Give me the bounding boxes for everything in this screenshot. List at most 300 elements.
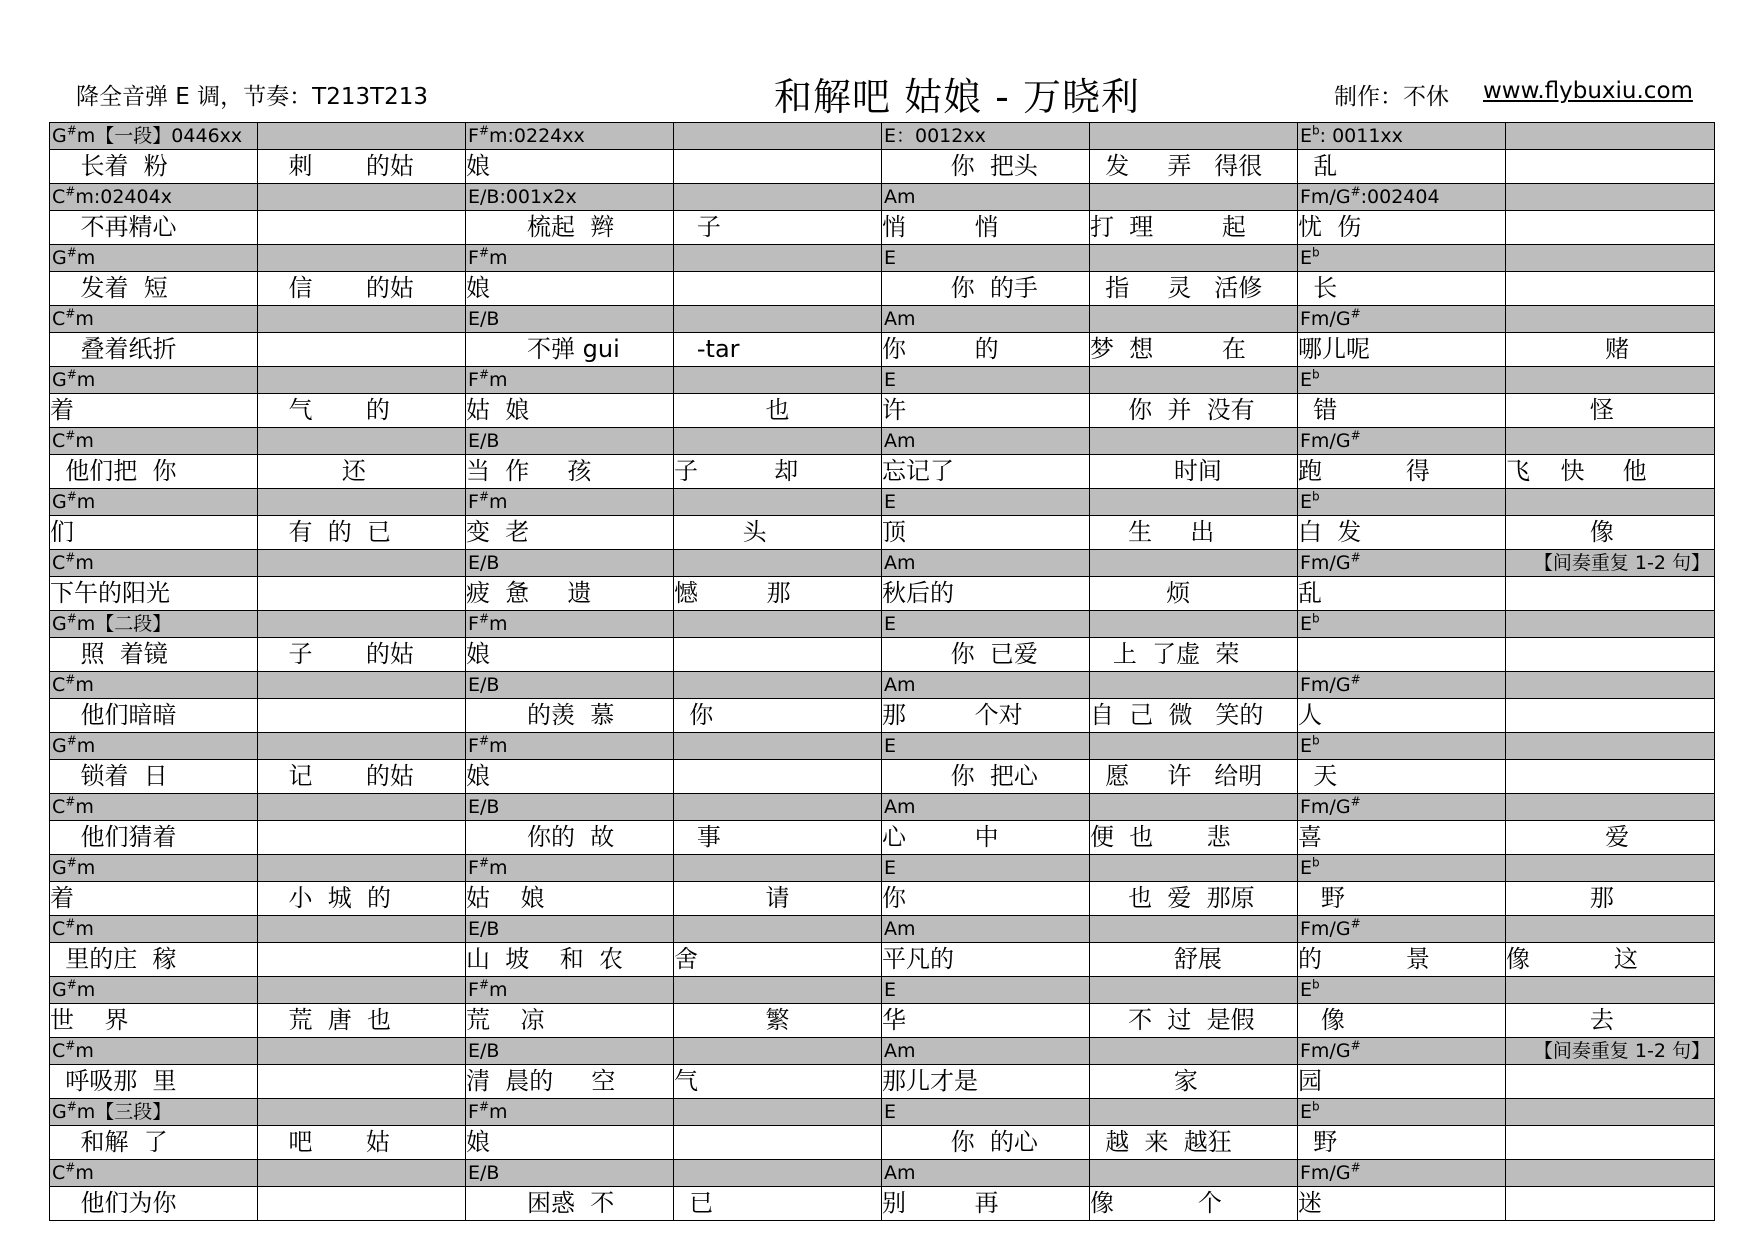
chord-row (50, 1099, 1715, 1126)
lyric-text: -tar (674, 335, 740, 363)
lyric-cell (1298, 1004, 1506, 1038)
chord-detail: m (75, 308, 94, 330)
lyric-cell (674, 577, 882, 611)
lyric-cell (258, 1065, 466, 1099)
accidental-mark: # (65, 916, 76, 931)
chord-cell (50, 428, 258, 455)
chord-cell (882, 977, 1090, 1004)
lyric-text: 他们把 你 (50, 457, 177, 485)
chord-name: E (1300, 613, 1313, 635)
lyric-text: 乱 (1298, 579, 1322, 607)
lyric-text: 指 灵 活修 (1090, 274, 1263, 302)
lyric-text: 你 的手 (882, 274, 1038, 302)
chord-row (50, 1038, 1715, 1065)
chord-name: Am (884, 1162, 916, 1184)
lyric-text: 娘 (466, 640, 490, 668)
lyric-cell (882, 1004, 1090, 1038)
chord-cell (466, 855, 674, 882)
accidental-mark: b (1312, 977, 1320, 992)
chord-cell (50, 123, 258, 150)
lyric-cell (50, 150, 258, 184)
lyric-text: 那 个对 (882, 701, 1023, 729)
lyric-cell (50, 1126, 258, 1160)
chord-name: E (884, 491, 897, 513)
chord-cell (466, 733, 674, 760)
accidental-mark: # (1350, 550, 1361, 565)
lyric-text: 娘 (466, 762, 490, 790)
lyric-cell (1506, 943, 1715, 977)
chord-cell (258, 1160, 466, 1187)
accidental-mark: # (65, 184, 76, 199)
chord-name: Am (884, 552, 916, 574)
lyric-cell (1298, 1065, 1506, 1099)
lyric-text: 烦 (1090, 579, 1191, 607)
website-link[interactable]: www.flybuxiu.com (1483, 78, 1693, 104)
chord-name: E (1300, 735, 1313, 757)
lyric-row (50, 1187, 1715, 1221)
lyric-cell (1298, 455, 1506, 489)
chord-cell (1298, 794, 1506, 821)
lyric-row (50, 760, 1715, 794)
chord-cell (1506, 184, 1715, 211)
lyric-cell (258, 943, 466, 977)
chord-cell (50, 184, 258, 211)
lyric-cell (50, 882, 258, 916)
lyric-text: 困惑 不 (466, 1189, 615, 1217)
chord-cell (466, 1038, 674, 1065)
chord-name: E (884, 613, 897, 635)
interlude-note: 【间奏重复 1-2 句】 (1533, 552, 1710, 574)
chord-row (50, 1160, 1715, 1187)
lyric-cell (258, 1004, 466, 1038)
lyric-row (50, 577, 1715, 611)
lyric-text: 梦 想 在 (1090, 335, 1246, 363)
chord-detail: m (75, 552, 94, 574)
lyric-cell (258, 1126, 466, 1160)
lyric-text: 锁着 日 (50, 762, 168, 790)
lyric-text: 赌 (1506, 335, 1630, 363)
chord-row (50, 672, 1715, 699)
chord-name: Fm/G (1300, 918, 1351, 940)
chord-detail: m (75, 1162, 94, 1184)
chord-detail: m (489, 613, 508, 635)
chord-cell (466, 489, 674, 516)
lyric-text: 打 理 起 (1090, 213, 1246, 241)
lyric-row (50, 821, 1715, 855)
accidental-mark: # (478, 1099, 489, 1114)
chord-detail: m:0224xx (489, 125, 585, 147)
lyric-row (50, 516, 1715, 550)
chord-cell (882, 245, 1090, 272)
lyric-cell (466, 760, 674, 794)
lyric-cell (882, 1187, 1090, 1221)
lyric-text: 舍 (674, 945, 698, 973)
chord-cell (50, 1099, 258, 1126)
chord-detail: m (75, 918, 94, 940)
lyric-cell (882, 1065, 1090, 1099)
lyric-text: 野 (1298, 1128, 1338, 1156)
chord-name: E (1300, 857, 1313, 879)
lyric-cell (674, 272, 882, 306)
chord-cell (1298, 916, 1506, 943)
lyric-text: 人 (1298, 701, 1322, 729)
chord-cell (466, 1160, 674, 1187)
chord-cell (674, 611, 882, 638)
chord-cell (1090, 1099, 1298, 1126)
lyric-cell (882, 394, 1090, 428)
chord-cell (1090, 1038, 1298, 1065)
song-title: 和解吧 姑娘 - 万晓利 (774, 75, 1140, 119)
lyric-cell (1506, 1126, 1715, 1160)
lyric-text: 里的庄 稼 (50, 945, 177, 973)
chord-name: E (884, 979, 897, 1001)
lyric-row (50, 455, 1715, 489)
chord-name: F (468, 1101, 479, 1123)
lyric-text: 头 (674, 518, 767, 546)
chord-name: F (468, 125, 479, 147)
chord-name: F (468, 369, 479, 391)
accidental-mark: # (478, 245, 489, 260)
chord-name: E (1300, 1101, 1313, 1123)
chord-name: Am (884, 308, 916, 330)
lyric-cell (50, 943, 258, 977)
chord-detail: m (76, 491, 96, 513)
lyric-text: 你 并 没有 (1090, 396, 1255, 424)
lyric-text: 还 (258, 457, 366, 485)
lyric-text: 许 (882, 396, 906, 424)
chord-cell (882, 550, 1090, 577)
chord-cell (466, 184, 674, 211)
lyric-cell (1090, 1004, 1298, 1038)
lyric-text: 忧 伤 (1298, 213, 1362, 241)
chord-cell (1090, 306, 1298, 333)
accidental-mark: b (1312, 245, 1320, 260)
lyric-text: 愿 许 给明 (1090, 762, 1263, 790)
chord-cell (1506, 794, 1715, 821)
chord-name: G (52, 1101, 67, 1123)
chord-cell (466, 550, 674, 577)
accidental-mark: # (1350, 916, 1361, 931)
lyric-text: 你 (674, 701, 714, 729)
lyric-cell (674, 455, 882, 489)
accidental-mark: b (1312, 1099, 1320, 1114)
chord-name: Am (884, 186, 916, 208)
chord-cell (674, 245, 882, 272)
lyric-cell (466, 882, 674, 916)
lyric-text: 那儿才是 (882, 1067, 978, 1095)
lyric-cell (1506, 760, 1715, 794)
chord-cell (1090, 123, 1298, 150)
lyric-cell (882, 1126, 1090, 1160)
lyric-cell (1090, 150, 1298, 184)
lyric-cell (1090, 943, 1298, 977)
lyric-cell (1298, 150, 1506, 184)
accidental-mark: # (1350, 1160, 1361, 1175)
lyric-cell (258, 272, 466, 306)
chord-cell (674, 733, 882, 760)
lyric-text: 迷 (1298, 1189, 1322, 1217)
chord-name: E/B (468, 674, 500, 696)
chord-cell (674, 1038, 882, 1065)
lyric-text: 你 的 (882, 335, 999, 363)
lyric-cell (1298, 333, 1506, 367)
lyric-text: 也 爱 那原 (1090, 884, 1255, 912)
lyric-cell (1090, 1187, 1298, 1221)
lyric-text: 繁 (674, 1006, 790, 1034)
lyric-cell (1298, 516, 1506, 550)
chord-cell (1090, 916, 1298, 943)
lyric-cell (882, 516, 1090, 550)
chord-cell (1298, 855, 1506, 882)
lyric-text: 心 中 (882, 823, 999, 851)
lyric-cell (50, 760, 258, 794)
chord-cell (1090, 245, 1298, 272)
lyric-cell (466, 943, 674, 977)
lyric-text: 怪 (1506, 396, 1614, 424)
chord-cell (882, 733, 1090, 760)
chord-cell (1298, 428, 1506, 455)
chord-name: E/B (468, 552, 500, 574)
lyric-cell (50, 516, 258, 550)
chord-cell (258, 1038, 466, 1065)
chord-name: E：0012xx (884, 125, 986, 147)
chord-cell (882, 611, 1090, 638)
lyric-cell (1506, 333, 1715, 367)
lyric-text: 不 过 是假 (1090, 1006, 1255, 1034)
chord-cell (674, 1160, 882, 1187)
lyric-cell (1298, 821, 1506, 855)
lyric-text: 小 城 的 (258, 884, 392, 912)
lyric-cell (1298, 1187, 1506, 1221)
chord-cell (1298, 1038, 1506, 1065)
chord-cell (1298, 550, 1506, 577)
lyric-row (50, 394, 1715, 428)
accidental-mark: b (1312, 733, 1320, 748)
lyric-text: 娘 (466, 1128, 490, 1156)
chord-row (50, 306, 1715, 333)
lyric-text: 乱 (1298, 152, 1338, 180)
lyric-cell (674, 1187, 882, 1221)
interlude-note: 【间奏重复 1-2 句】 (1533, 1040, 1710, 1062)
chord-cell (1506, 245, 1715, 272)
lyric-text: 不再精心 (50, 213, 177, 241)
chord-name: Am (884, 918, 916, 940)
chord-name: G (52, 125, 67, 147)
key-rhythm-info: 降全音弹 E 调，节奏：T213T213 (76, 84, 429, 110)
accidental-mark: # (66, 977, 77, 992)
chord-cell (466, 977, 674, 1004)
lyric-cell (50, 394, 258, 428)
lyric-cell (50, 699, 258, 733)
chord-detail: m (75, 796, 94, 818)
chord-name: E (1300, 369, 1313, 391)
lyric-cell (882, 272, 1090, 306)
chord-name: C (52, 1040, 66, 1062)
chord-cell (882, 367, 1090, 394)
chord-detail: m (76, 979, 96, 1001)
lyric-cell (1090, 516, 1298, 550)
lyric-text: 照 着镜 (50, 640, 168, 668)
chord-detail: m (489, 979, 508, 1001)
accidental-mark: # (66, 489, 77, 504)
lyric-cell (674, 211, 882, 245)
lyric-cell (882, 882, 1090, 916)
chord-cell (50, 672, 258, 699)
lyric-text: 子 却 (674, 457, 799, 485)
lyric-cell (1090, 760, 1298, 794)
lyric-cell (1298, 699, 1506, 733)
lyric-cell (1090, 882, 1298, 916)
lyric-text: 已 (674, 1189, 714, 1217)
chord-name: C (52, 796, 66, 818)
lyric-text: 顶 (882, 518, 906, 546)
accidental-mark: b (1312, 611, 1320, 626)
chord-cell (1506, 1038, 1715, 1065)
lyric-text: 信 的姑 (258, 274, 414, 302)
lyric-text: 气 (674, 1067, 698, 1095)
chord-name: E/B (468, 918, 500, 940)
lyric-cell (882, 699, 1090, 733)
lyric-cell (674, 821, 882, 855)
chord-detail: :002404 (1360, 186, 1440, 208)
lyric-text: 舒展 (1090, 945, 1222, 973)
lyric-cell (1090, 272, 1298, 306)
lyric-cell (1090, 821, 1298, 855)
chord-detail: m (489, 735, 508, 757)
chord-cell (1506, 672, 1715, 699)
chord-cell (258, 794, 466, 821)
lyric-text: 你 已爱 (882, 640, 1038, 668)
lyric-cell (1298, 882, 1506, 916)
lyric-cell (1506, 882, 1715, 916)
chord-cell (1090, 794, 1298, 821)
chord-name: F (468, 613, 479, 635)
lyric-text: 跑 得 (1298, 457, 1430, 485)
chord-cell (258, 733, 466, 760)
lyric-text: 你 把心 (882, 762, 1038, 790)
chord-cell (50, 794, 258, 821)
lyric-text: 野 (1298, 884, 1345, 912)
chord-row (50, 367, 1715, 394)
chord-cell (1506, 733, 1715, 760)
chord-cell (1506, 1099, 1715, 1126)
lyric-text: 你 的心 (882, 1128, 1038, 1156)
chord-cell (882, 855, 1090, 882)
chord-cell (1090, 611, 1298, 638)
accidental-mark: # (66, 367, 77, 382)
chord-name: E/B (468, 308, 500, 330)
chord-name: E (884, 735, 897, 757)
chord-cell (1298, 306, 1506, 333)
accidental-mark: # (1350, 672, 1361, 687)
lyric-text: 你 把头 (882, 152, 1038, 180)
lyric-text: 长着 粉 (50, 152, 168, 180)
chord-cell (1298, 489, 1506, 516)
chord-cell (258, 916, 466, 943)
chord-name: E/B (468, 796, 500, 818)
lyric-text: 的 景 (1298, 945, 1430, 973)
lyric-text: 那 (1506, 884, 1614, 912)
lyric-cell (258, 882, 466, 916)
accidental-mark: # (1350, 428, 1361, 443)
chord-row (50, 733, 1715, 760)
chord-name: G (52, 247, 67, 269)
chord-cell (258, 184, 466, 211)
lyric-cell (258, 760, 466, 794)
lyric-text: 叠着纸折 (50, 335, 177, 363)
lyric-text: 上 了虚 荣 (1090, 640, 1240, 668)
chord-cell (674, 184, 882, 211)
lyric-cell (1090, 455, 1298, 489)
chord-cell (882, 123, 1090, 150)
chord-row (50, 855, 1715, 882)
lyric-text: 便 也 悲 (1090, 823, 1231, 851)
chord-cell (1506, 306, 1715, 333)
chord-cell (674, 123, 882, 150)
lyric-cell (466, 1004, 674, 1038)
lyric-text: 呼吸那 里 (50, 1067, 177, 1095)
lyric-cell (466, 577, 674, 611)
chord-cell (882, 306, 1090, 333)
chord-name: F (468, 857, 479, 879)
lyric-text: 华 (882, 1006, 906, 1034)
lyric-text: 像 (1506, 518, 1614, 546)
chord-cell (1506, 916, 1715, 943)
lyric-cell (674, 699, 882, 733)
lyric-text: 和解 了 (50, 1128, 168, 1156)
chord-cell (258, 550, 466, 577)
chord-name: C (52, 1162, 66, 1184)
lyric-text: 喜 (1298, 823, 1322, 851)
lyric-cell (1506, 211, 1715, 245)
lyric-text: 去 (1506, 1006, 1614, 1034)
chord-cell (674, 550, 882, 577)
lyric-cell (674, 333, 882, 367)
chord-cell (882, 672, 1090, 699)
chord-cell (466, 367, 674, 394)
lyric-text: 疲 惫 遗 (466, 579, 592, 607)
chord-cell (882, 916, 1090, 943)
lyric-text: 清 晨的 空 (466, 1067, 616, 1095)
accidental-mark: # (1350, 794, 1361, 809)
chord-name: E (884, 369, 897, 391)
accidental-mark: b (1312, 489, 1320, 504)
chord-cell (674, 367, 882, 394)
lyric-text: 天 (1298, 762, 1338, 790)
lyric-cell (1506, 1004, 1715, 1038)
lyric-cell (674, 1004, 882, 1038)
lyric-row (50, 211, 1715, 245)
lyric-cell (258, 1187, 466, 1221)
chord-name: E/B (468, 1162, 500, 1184)
chord-name: E/B:001x2x (468, 186, 577, 208)
lyric-text: 像 个 (1090, 1189, 1222, 1217)
chord-name: F (468, 247, 479, 269)
chord-cell (50, 245, 258, 272)
chord-name: C (52, 674, 66, 696)
chord-name: C (52, 186, 66, 208)
lyric-text: 飞 快 他 (1506, 457, 1647, 485)
lyric-cell (258, 455, 466, 489)
author-credit: 制作：不休 (1334, 84, 1449, 110)
lyric-cell (674, 760, 882, 794)
accidental-mark: b (1312, 855, 1320, 870)
chord-name: G (52, 613, 67, 635)
lyric-text: 别 再 (882, 1189, 999, 1217)
lyric-cell (1298, 943, 1506, 977)
chord-cell (466, 794, 674, 821)
lyric-text: 时间 (1090, 457, 1222, 485)
